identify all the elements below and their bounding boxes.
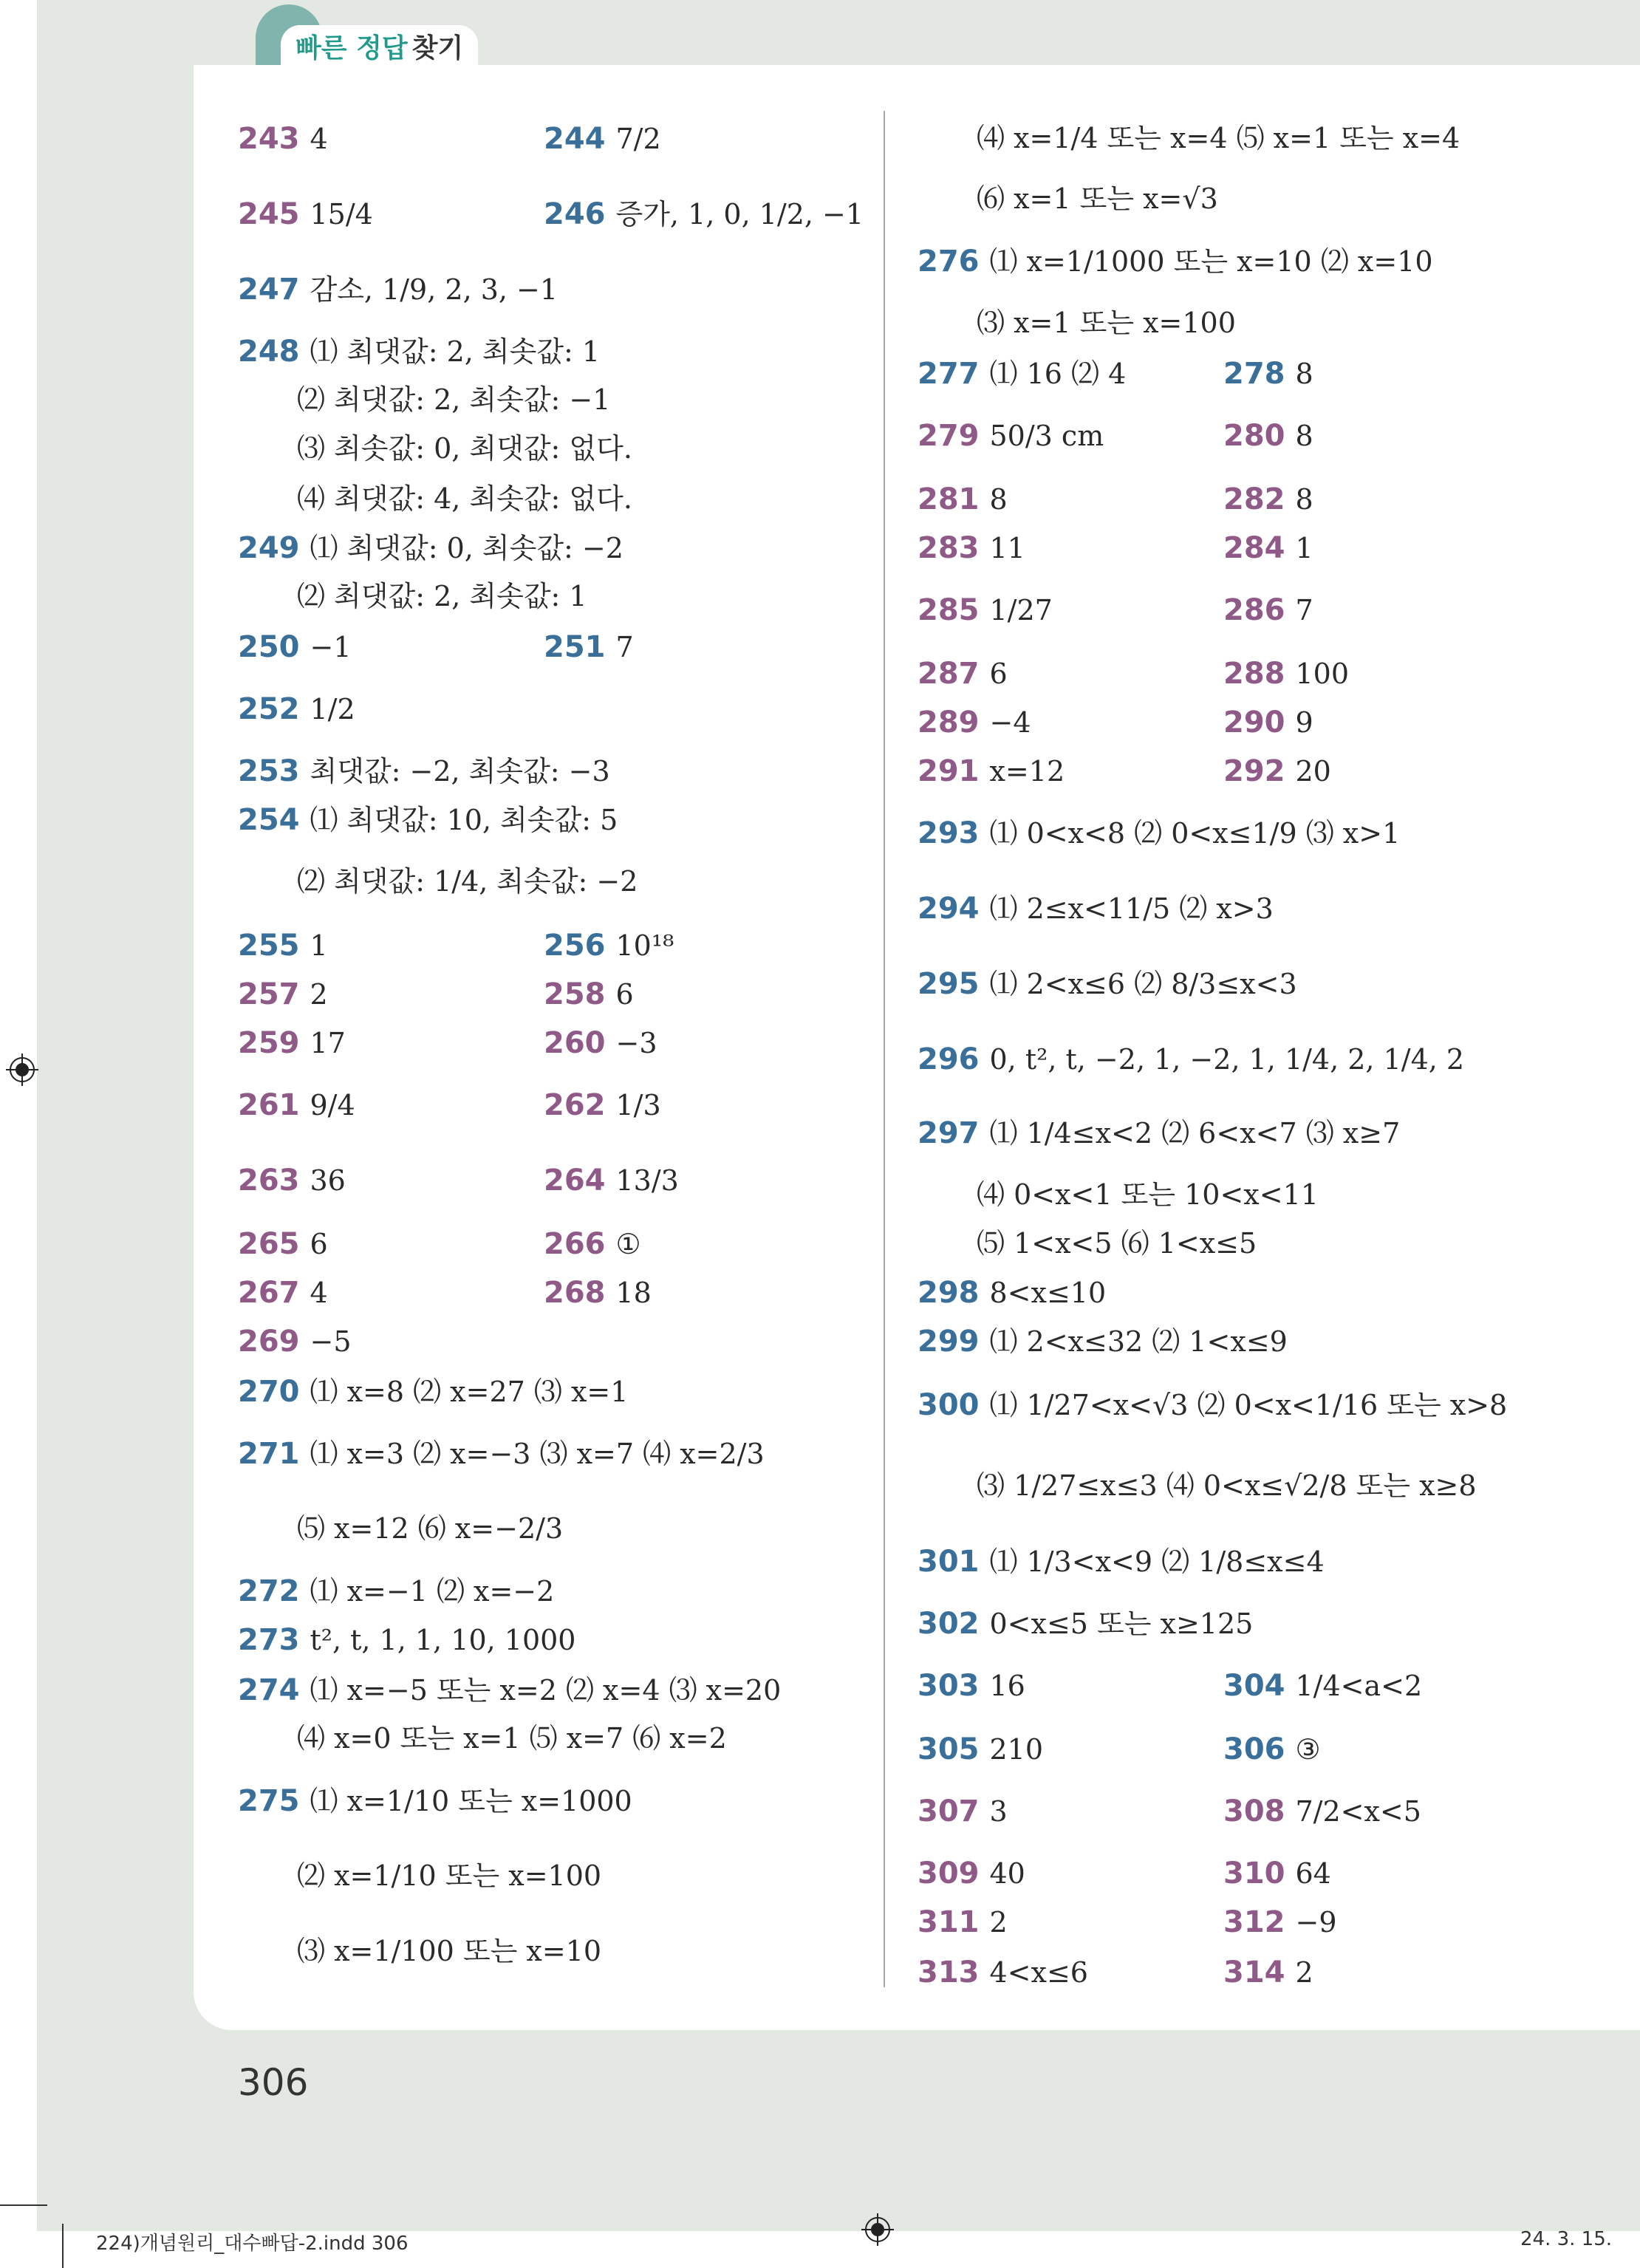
answer-text: ⑴ 최댓값: 0, 최솟값: −2 bbox=[310, 532, 623, 564]
problem-number: 291 bbox=[918, 754, 980, 788]
answer-text: ⑴ 0<x<8 ⑵ 0<x≤1/9 ⑶ x>1 bbox=[989, 817, 1401, 850]
problem-number: 245 bbox=[238, 197, 300, 231]
answer-text: ⑴ x=1/1000 또는 x=10 ⑵ x=10 bbox=[989, 245, 1433, 278]
answer-text: 2 bbox=[1295, 1956, 1313, 1989]
answer-item bbox=[238, 335, 601, 369]
answer-item bbox=[918, 1278, 1106, 1308]
answer-item bbox=[1223, 1732, 1321, 1766]
answer-text: ⑴ x=−5 또는 x=2 ⑵ x=4 ⑶ x=20 bbox=[310, 1674, 782, 1707]
answer-item bbox=[1223, 533, 1313, 563]
answer-item bbox=[918, 892, 1274, 926]
answer-text: 9/4 bbox=[310, 1089, 355, 1121]
answer-item bbox=[238, 1278, 328, 1308]
answer-item bbox=[238, 805, 618, 835]
answer-text: ⑴ 2<x≤6 ⑵ 8/3≤x<3 bbox=[989, 968, 1297, 1000]
crop-mark bbox=[0, 2204, 47, 2206]
answer-item bbox=[918, 359, 1126, 389]
answer-text: −3 bbox=[615, 1027, 657, 1059]
answer-item bbox=[297, 1722, 727, 1755]
answer-item bbox=[238, 1229, 328, 1259]
answer-text: 1/2 bbox=[310, 693, 355, 725]
problem-number: 270 bbox=[238, 1375, 300, 1409]
answer-text: ⑴ x=1/10 또는 x=1000 bbox=[310, 1785, 632, 1817]
answer-item bbox=[918, 706, 1031, 740]
problem-number: 247 bbox=[238, 273, 300, 307]
problem-number: 272 bbox=[238, 1574, 300, 1608]
answer-text: ⑷ 최댓값: 4, 최솟값: 없다. bbox=[297, 482, 632, 515]
problem-number: 264 bbox=[544, 1164, 606, 1198]
answer-item bbox=[238, 977, 328, 1011]
answer-item bbox=[238, 929, 328, 963]
answer-item bbox=[1223, 1958, 1313, 1987]
problem-number: 258 bbox=[544, 977, 606, 1011]
answer-item bbox=[918, 1118, 1400, 1148]
answer-text: 2 bbox=[989, 1906, 1008, 1939]
problem-number: 250 bbox=[238, 630, 300, 664]
answer-text: 7/2 bbox=[615, 123, 661, 155]
problem-number: 261 bbox=[238, 1088, 300, 1122]
answer-text: 15/4 bbox=[310, 198, 373, 230]
answer-item bbox=[918, 756, 1065, 786]
problem-number: 295 bbox=[918, 967, 980, 1001]
problem-number: 273 bbox=[238, 1623, 300, 1657]
answer-text: ⑶ x=1 또는 x=100 bbox=[977, 307, 1236, 339]
answer-text: −9 bbox=[1295, 1906, 1337, 1939]
answer-text: 감소, 1/9, 2, 3, −1 bbox=[310, 273, 558, 306]
problem-number: 310 bbox=[1223, 1857, 1285, 1890]
answer-item bbox=[918, 421, 1104, 451]
answer-item bbox=[918, 1390, 1507, 1420]
answer-text: 17 bbox=[310, 1027, 346, 1059]
answer-item bbox=[544, 632, 634, 662]
answer-item bbox=[544, 977, 634, 1011]
answer-text: 4 bbox=[310, 1277, 328, 1309]
problem-number: 259 bbox=[238, 1026, 300, 1060]
problem-number: 305 bbox=[918, 1732, 980, 1766]
answer-text: 9 bbox=[1295, 706, 1313, 739]
answer-text: 11 bbox=[989, 532, 1025, 564]
answer-text: 7 bbox=[1295, 594, 1313, 626]
answer-item bbox=[238, 273, 558, 307]
answer-text: ⑶ 1/27≤x≤3 ⑷ 0<x≤√2/8 또는 x≥8 bbox=[977, 1469, 1477, 1502]
answer-text: 10¹⁸ bbox=[615, 929, 674, 962]
answer-text: 36 bbox=[310, 1164, 346, 1197]
answer-item bbox=[238, 1574, 555, 1608]
answer-item bbox=[918, 969, 1297, 999]
problem-number: 274 bbox=[238, 1673, 300, 1707]
answer-item bbox=[544, 1229, 641, 1259]
problem-number: 271 bbox=[238, 1437, 300, 1471]
answer-text: ① bbox=[615, 1228, 641, 1260]
answer-text: 최댓값: −2, 최솟값: −3 bbox=[310, 755, 610, 788]
answer-item bbox=[918, 1671, 1025, 1701]
problem-number: 280 bbox=[1223, 419, 1285, 453]
answer-text: ⑷ x=0 또는 x=1 ⑸ x=7 ⑹ x=2 bbox=[297, 1722, 727, 1755]
problem-number: 249 bbox=[238, 531, 300, 565]
column-divider bbox=[884, 111, 885, 1987]
answer-text: t², t, 1, 1, 10, 1000 bbox=[310, 1624, 576, 1656]
answer-item bbox=[544, 1028, 657, 1058]
answer-text: −4 bbox=[989, 706, 1031, 739]
problem-number: 269 bbox=[238, 1325, 300, 1359]
problem-number: 292 bbox=[1223, 754, 1285, 788]
answer-item bbox=[977, 1178, 1319, 1211]
answer-text: −5 bbox=[310, 1325, 352, 1358]
answer-item bbox=[977, 1227, 1257, 1260]
answer-item bbox=[1223, 756, 1331, 786]
answer-item bbox=[238, 1090, 355, 1120]
problem-number: 298 bbox=[918, 1276, 980, 1310]
answer-text: ③ bbox=[1295, 1733, 1321, 1766]
answer-item bbox=[918, 482, 1008, 516]
problem-number: 277 bbox=[918, 357, 980, 391]
problem-number: 304 bbox=[1223, 1669, 1285, 1703]
problem-number: 276 bbox=[918, 245, 980, 279]
problem-number: 302 bbox=[918, 1607, 980, 1641]
answer-item bbox=[1223, 1859, 1331, 1888]
answer-item bbox=[238, 1325, 352, 1359]
answer-text: ⑵ 최댓값: 2, 최솟값: 1 bbox=[297, 580, 587, 612]
answer-item bbox=[918, 1547, 1325, 1577]
answer-text: ⑶ x=1/100 또는 x=10 bbox=[297, 1935, 602, 1967]
answer-text: 6 bbox=[989, 657, 1008, 690]
answer-text: 4 bbox=[310, 123, 328, 155]
answer-item bbox=[918, 1859, 1025, 1888]
answer-item bbox=[1223, 359, 1313, 389]
answer-item bbox=[544, 1090, 661, 1120]
answer-item bbox=[297, 1859, 602, 1892]
problem-number: 293 bbox=[918, 816, 980, 850]
answer-item bbox=[297, 432, 632, 465]
answer-text: 4<x≤6 bbox=[989, 1956, 1088, 1989]
footer-file-info: 224)개념원리_대수빠답-2.indd 306 bbox=[96, 2233, 409, 2255]
problem-number: 255 bbox=[238, 929, 300, 963]
answer-item bbox=[238, 694, 355, 724]
problem-number: 303 bbox=[918, 1669, 980, 1703]
footer-date: 24. 3. 15. bbox=[1520, 2228, 1613, 2250]
answer-item bbox=[1223, 706, 1313, 740]
answer-text: ⑹ x=1 또는 x=√3 bbox=[977, 182, 1218, 215]
answer-text: ⑵ 최댓값: 2, 최솟값: −1 bbox=[297, 383, 611, 416]
answer-item bbox=[238, 1028, 346, 1058]
answer-text: 1/27 bbox=[989, 594, 1053, 626]
problem-number: 257 bbox=[238, 977, 300, 1011]
answer-text: 8<x≤10 bbox=[989, 1277, 1107, 1309]
problem-number: 306 bbox=[1223, 1732, 1285, 1766]
answer-text: 20 bbox=[1295, 755, 1331, 788]
problem-number: 301 bbox=[918, 1545, 980, 1579]
tab-title-accent: 빠른 정답 bbox=[295, 33, 408, 64]
answer-item bbox=[918, 1732, 1044, 1766]
answer-item bbox=[918, 1325, 1288, 1359]
answer-text: 50/3 cm bbox=[989, 420, 1104, 452]
problem-number: 251 bbox=[544, 630, 606, 664]
answer-item bbox=[238, 1377, 628, 1407]
answer-text: 7/2<x<5 bbox=[1295, 1795, 1421, 1828]
problem-number: 287 bbox=[918, 657, 980, 691]
answer-text: ⑴ 16 ⑵ 4 bbox=[989, 358, 1127, 390]
answer-text: 6 bbox=[310, 1228, 328, 1260]
answer-item bbox=[297, 582, 587, 610]
answer-item bbox=[238, 1673, 782, 1707]
answer-item bbox=[1223, 421, 1313, 451]
answer-item bbox=[544, 199, 864, 229]
problem-number: 246 bbox=[544, 197, 606, 231]
problem-number: 244 bbox=[544, 122, 606, 156]
tab-title-rest: 찾기 bbox=[411, 33, 464, 64]
answer-item bbox=[238, 124, 328, 154]
answer-item bbox=[544, 1164, 679, 1198]
answer-text: 40 bbox=[989, 1857, 1025, 1890]
answer-item bbox=[238, 1164, 346, 1198]
answer-text: 1/4<a<2 bbox=[1295, 1670, 1423, 1702]
answer-text: −1 bbox=[310, 631, 352, 663]
answer-text: ⑴ 2<x≤32 ⑵ 1<x≤9 bbox=[989, 1325, 1288, 1358]
page-number: 306 bbox=[238, 2061, 309, 2104]
problem-number: 243 bbox=[238, 122, 300, 156]
answer-text: 8 bbox=[989, 483, 1008, 516]
problem-number: 267 bbox=[238, 1276, 300, 1310]
answer-item bbox=[238, 1625, 575, 1655]
problem-number: 294 bbox=[918, 892, 980, 926]
problem-number: 256 bbox=[544, 929, 606, 963]
answer-text: 64 bbox=[1295, 1857, 1331, 1890]
answer-text: 증가, 1, 0, 1/2, −1 bbox=[615, 198, 864, 230]
problem-number: 252 bbox=[238, 692, 300, 726]
answer-text: 8 bbox=[1295, 420, 1313, 452]
problem-number: 296 bbox=[918, 1042, 980, 1076]
section-tab-title bbox=[281, 25, 478, 66]
answer-item bbox=[238, 1439, 765, 1469]
answer-text: 1/3 bbox=[615, 1089, 661, 1121]
problem-number: 281 bbox=[918, 482, 980, 516]
answer-text: ⑶ 최솟값: 0, 최댓값: 없다. bbox=[297, 432, 632, 465]
answer-text: 1 bbox=[310, 929, 328, 962]
problem-number: 297 bbox=[918, 1116, 980, 1150]
problem-number: 286 bbox=[1223, 593, 1285, 627]
problem-number: 312 bbox=[1223, 1905, 1285, 1939]
answer-item bbox=[1223, 595, 1313, 625]
answer-text: 2 bbox=[310, 978, 328, 1011]
answer-text: ⑴ x=3 ⑵ x=−3 ⑶ x=7 ⑷ x=2/3 bbox=[310, 1438, 765, 1470]
answer-item bbox=[1223, 659, 1349, 689]
answer-text: 8 bbox=[1295, 483, 1313, 516]
registration-mark-icon bbox=[6, 1053, 38, 1086]
problem-number: 283 bbox=[918, 531, 980, 565]
answer-item bbox=[297, 865, 638, 898]
answer-text: ⑸ x=12 ⑹ x=−2/3 bbox=[297, 1512, 564, 1545]
answer-text: 18 bbox=[615, 1277, 652, 1309]
answer-text: ⑴ x=−1 ⑵ x=−2 bbox=[310, 1575, 555, 1608]
answer-item bbox=[297, 482, 632, 515]
problem-number: 254 bbox=[238, 803, 300, 837]
answer-item bbox=[918, 1609, 1253, 1639]
answer-text: 16 bbox=[989, 1670, 1025, 1702]
problem-number: 265 bbox=[238, 1227, 300, 1261]
answer-item bbox=[1223, 1671, 1422, 1701]
answer-text: ⑴ 최댓값: 2, 최솟값: 1 bbox=[310, 335, 601, 368]
answer-text: 6 bbox=[615, 978, 634, 1011]
problem-number: 311 bbox=[918, 1905, 980, 1939]
registration-mark-icon bbox=[861, 2213, 894, 2246]
problem-number: 266 bbox=[544, 1227, 606, 1261]
answer-item bbox=[297, 1514, 563, 1543]
problem-number: 289 bbox=[918, 706, 980, 740]
answer-item bbox=[977, 182, 1218, 215]
problem-number: 284 bbox=[1223, 531, 1285, 565]
answer-item bbox=[918, 533, 1025, 563]
answer-text: ⑴ 1/4≤x<2 ⑵ 6<x<7 ⑶ x≥7 bbox=[989, 1117, 1401, 1150]
answer-item bbox=[977, 124, 1460, 152]
problem-number: 313 bbox=[918, 1956, 980, 1989]
answer-item bbox=[918, 816, 1401, 850]
answer-text: ⑷ 0<x<1 또는 10<x<11 bbox=[977, 1178, 1319, 1211]
answer-item bbox=[918, 1958, 1088, 1987]
problem-number: 300 bbox=[918, 1388, 980, 1422]
answer-text: ⑴ 1/3<x<9 ⑵ 1/8≤x≤4 bbox=[989, 1545, 1325, 1578]
problem-number: 248 bbox=[238, 335, 300, 369]
answer-text: 1 bbox=[1295, 532, 1313, 564]
crop-mark bbox=[62, 2224, 64, 2268]
answer-item bbox=[918, 659, 1008, 689]
problem-number: 314 bbox=[1223, 1956, 1285, 1989]
problem-number: 260 bbox=[544, 1026, 606, 1060]
answer-item bbox=[297, 383, 611, 416]
problem-number: 263 bbox=[238, 1164, 300, 1198]
answer-text: ⑴ x=8 ⑵ x=27 ⑶ x=1 bbox=[310, 1376, 629, 1408]
answer-text: 0, t², t, −2, 1, −2, 1, 1/4, 2, 1/4, 2 bbox=[989, 1043, 1465, 1076]
problem-number: 288 bbox=[1223, 657, 1285, 691]
problem-number: 290 bbox=[1223, 706, 1285, 740]
answer-item bbox=[918, 1042, 1465, 1076]
answer-text: ⑷ x=1/4 또는 x=4 ⑸ x=1 또는 x=4 bbox=[977, 122, 1460, 154]
answer-text: x=12 bbox=[989, 755, 1065, 788]
problem-number: 268 bbox=[544, 1276, 606, 1310]
problem-number: 275 bbox=[238, 1784, 300, 1818]
answer-item bbox=[238, 1786, 632, 1816]
problem-number: 307 bbox=[918, 1794, 980, 1828]
answer-item bbox=[1223, 482, 1313, 516]
answer-text: 8 bbox=[1295, 358, 1313, 390]
answer-item bbox=[1223, 1907, 1337, 1937]
answer-text: 210 bbox=[989, 1733, 1044, 1766]
problem-number: 285 bbox=[918, 593, 980, 627]
answer-item bbox=[1223, 1794, 1421, 1828]
problem-number: 282 bbox=[1223, 482, 1285, 516]
answer-item bbox=[918, 1794, 1008, 1828]
page-trim-left bbox=[0, 0, 37, 2268]
answer-text: ⑴ 1/27<x<√3 ⑵ 0<x<1/16 또는 x>8 bbox=[989, 1389, 1508, 1421]
answer-text: 13/3 bbox=[615, 1164, 679, 1197]
answer-text: ⑵ x=1/10 또는 x=100 bbox=[297, 1859, 602, 1892]
answer-item bbox=[977, 309, 1236, 337]
answer-item bbox=[238, 632, 352, 662]
problem-number: 308 bbox=[1223, 1794, 1285, 1828]
answer-text: ⑵ 최댓값: 1/4, 최솟값: −2 bbox=[297, 865, 638, 898]
problem-number: 253 bbox=[238, 754, 300, 788]
answer-item bbox=[544, 124, 661, 154]
problem-number: 309 bbox=[918, 1857, 980, 1890]
answer-text: ⑴ 최댓값: 10, 최솟값: 5 bbox=[310, 804, 618, 836]
problem-number: 262 bbox=[544, 1088, 606, 1122]
answer-item bbox=[238, 199, 373, 229]
answer-text: ⑸ 1<x<5 ⑹ 1<x≤5 bbox=[977, 1227, 1257, 1260]
answer-item bbox=[918, 595, 1053, 625]
answer-item bbox=[238, 533, 623, 563]
answer-item bbox=[238, 756, 610, 786]
answer-item bbox=[977, 1469, 1477, 1502]
answer-text: 7 bbox=[615, 631, 634, 663]
problem-number: 278 bbox=[1223, 357, 1285, 391]
answer-text: 3 bbox=[989, 1795, 1008, 1828]
answer-item bbox=[918, 245, 1433, 279]
answer-text: ⑴ 2≤x<11/5 ⑵ x>3 bbox=[989, 892, 1274, 925]
answer-item bbox=[918, 1907, 1008, 1937]
answer-item bbox=[297, 1937, 601, 1965]
answer-item bbox=[544, 1278, 652, 1308]
answer-text: 0<x≤5 또는 x≥125 bbox=[989, 1608, 1254, 1640]
problem-number: 279 bbox=[918, 419, 980, 453]
answer-text: 100 bbox=[1295, 657, 1350, 690]
answer-item bbox=[544, 929, 674, 963]
problem-number: 299 bbox=[918, 1325, 980, 1359]
